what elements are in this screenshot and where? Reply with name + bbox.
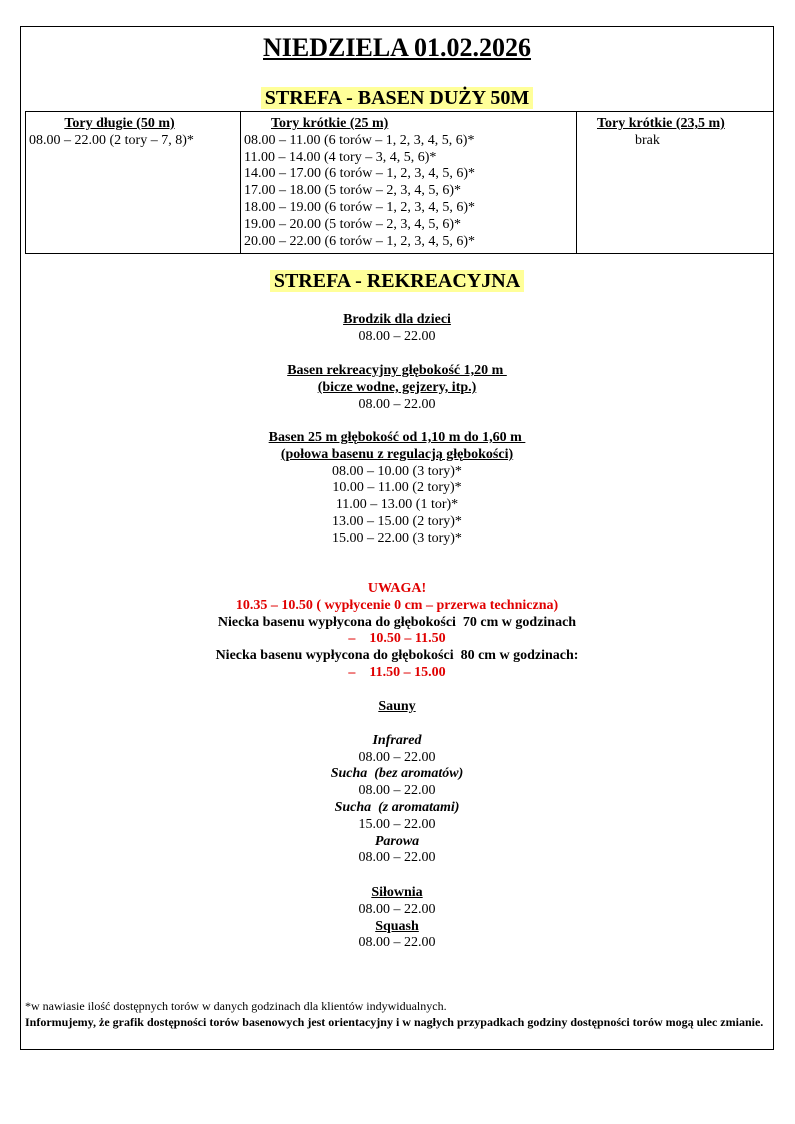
pool-25-row: 11.00 – 13.00 (1 tor)*: [335, 497, 459, 513]
short-lanes-25-row: 08.00 – 11.00 (6 torów – 1, 2, 3, 4, 5, 6)*: [244, 132, 475, 148]
footer: [25, 999, 769, 1030]
long-lanes-header: Tory długie (50 m): [64, 116, 175, 131]
rec-pool-hours: 08.00 – 22.00: [358, 396, 436, 412]
sauna-hours: 08.00 – 22.00: [358, 749, 436, 765]
squash-hours: 08.00 – 22.00: [358, 935, 436, 951]
sauna-name: Infrared: [372, 732, 422, 748]
footer-note: *w nawiasie ilość dostępnych torów w danych godzinach dla klientów indywidualnych.: [25, 999, 447, 1013]
short-lanes-25-row: 11.00 – 14.00 (4 tory – 3, 4, 5, 6)*: [244, 149, 437, 165]
short-lanes-25-header: Tory krótkie (25 m): [271, 116, 389, 131]
short-lanes-25-row: 18.00 – 19.00 (6 torów – 1, 2, 3, 4, 5, 6)*: [244, 199, 475, 215]
long-lanes-row: 08.00 – 22.00 (2 tory – 7, 8)*: [29, 132, 194, 148]
kids-pool-header: Brodzik dla dzieci: [343, 312, 451, 327]
zone-big-pool-heading: [21, 87, 773, 110]
gym-hours: 08.00 – 22.00: [358, 901, 436, 917]
short-lanes-235-column: [577, 112, 773, 253]
zone-recreation-label: STREFA - REKREACYJNA: [270, 270, 524, 292]
notice-line-80cm: Niecka basenu wypłycona do głębokości 80 cm w godzinach:: [215, 648, 579, 664]
gym-section: [21, 885, 773, 952]
short-lanes-235-row: brak: [635, 132, 660, 148]
sauna-name: Parowa: [374, 833, 420, 849]
zone-recreation-heading: [21, 270, 773, 293]
short-lanes-25-row: 17.00 – 18.00 (5 torów – 2, 3, 4, 5, 6)*: [244, 183, 461, 199]
notice-title: UWAGA!: [367, 581, 427, 596]
notice-line-70cm-hours: – 10.50 – 11.50: [348, 631, 446, 647]
notice-line-70cm: Niecka basenu wypłycona do głębokości 70 cm w godzinach: [217, 614, 577, 630]
lanes-table: [25, 111, 774, 254]
notice-line-80cm-hours: – 11.50 – 15.00: [348, 664, 446, 680]
pool-25-row: 15.00 – 22.00 (3 tory)*: [332, 530, 462, 546]
pool-25-row: 13.00 – 15.00 (2 tory)*: [332, 513, 462, 529]
pool-25-row: 08.00 – 10.00 (3 tory)*: [332, 463, 462, 479]
sauna-hours: 15.00 – 22.00: [358, 816, 436, 832]
short-lanes-25-row: 20.00 – 22.00 (6 torów – 1, 2, 3, 4, 5, 6)*: [244, 233, 475, 249]
sauna-name: Sucha (bez aromatów): [330, 766, 464, 782]
long-lanes-column: [26, 112, 241, 253]
sauna-hours: 08.00 – 22.00: [358, 783, 436, 799]
schedule-frame: [20, 26, 774, 1050]
short-lanes-25-column: [241, 112, 577, 253]
footer-info: Informujemy, że grafik dostępności torów basenowych jest orientacyjny i w nagłych przypadkach godziny dostępności torów mogą ulec zmianie.: [25, 1014, 764, 1029]
rec-pool-section: [21, 363, 773, 413]
notice-section: [21, 581, 773, 682]
pool-25-header: Basen 25 m głębokość od 1,10 m do 1,60 m: [268, 430, 526, 445]
kids-pool-section: [21, 312, 773, 346]
short-lanes-25-row: 19.00 – 20.00 (5 torów – 2, 3, 4, 5, 6)*: [244, 216, 461, 232]
sauna-hours: 08.00 – 22.00: [358, 850, 436, 866]
short-lanes-25-row: 14.00 – 17.00 (6 torów – 1, 2, 3, 4, 5, 6)*: [244, 166, 475, 182]
page-title: NIEDZIELA 01.02.2026: [263, 33, 531, 62]
squash-header: Squash: [375, 918, 419, 934]
pool-25-row: 10.00 – 11.00 (2 tory)*: [332, 480, 462, 496]
notice-line-technical-break: 10.35 – 10.50 ( wypłycenie 0 cm – przerwa techniczna): [235, 597, 559, 613]
sauna-name: Sucha (z aromatami): [334, 799, 460, 815]
saunas-section: [21, 699, 773, 867]
short-lanes-235-header: Tory krótkie (23,5 m): [597, 116, 725, 131]
rec-pool-subheader: (bicze wodne, gejzery, itp.): [317, 379, 477, 395]
gym-header: Siłownia: [371, 885, 423, 900]
zone-big-pool-label: STREFA - BASEN DUŻY 50M: [261, 87, 533, 109]
pool-25-subheader: (połowa basenu z regulacją głębokości): [280, 446, 514, 462]
kids-pool-hours: 08.00 – 22.00: [358, 328, 436, 344]
pool-25-section: [21, 430, 773, 548]
saunas-header: Sauny: [378, 699, 416, 714]
rec-pool-header: Basen rekreacyjny głębokość 1,20 m: [287, 363, 507, 378]
